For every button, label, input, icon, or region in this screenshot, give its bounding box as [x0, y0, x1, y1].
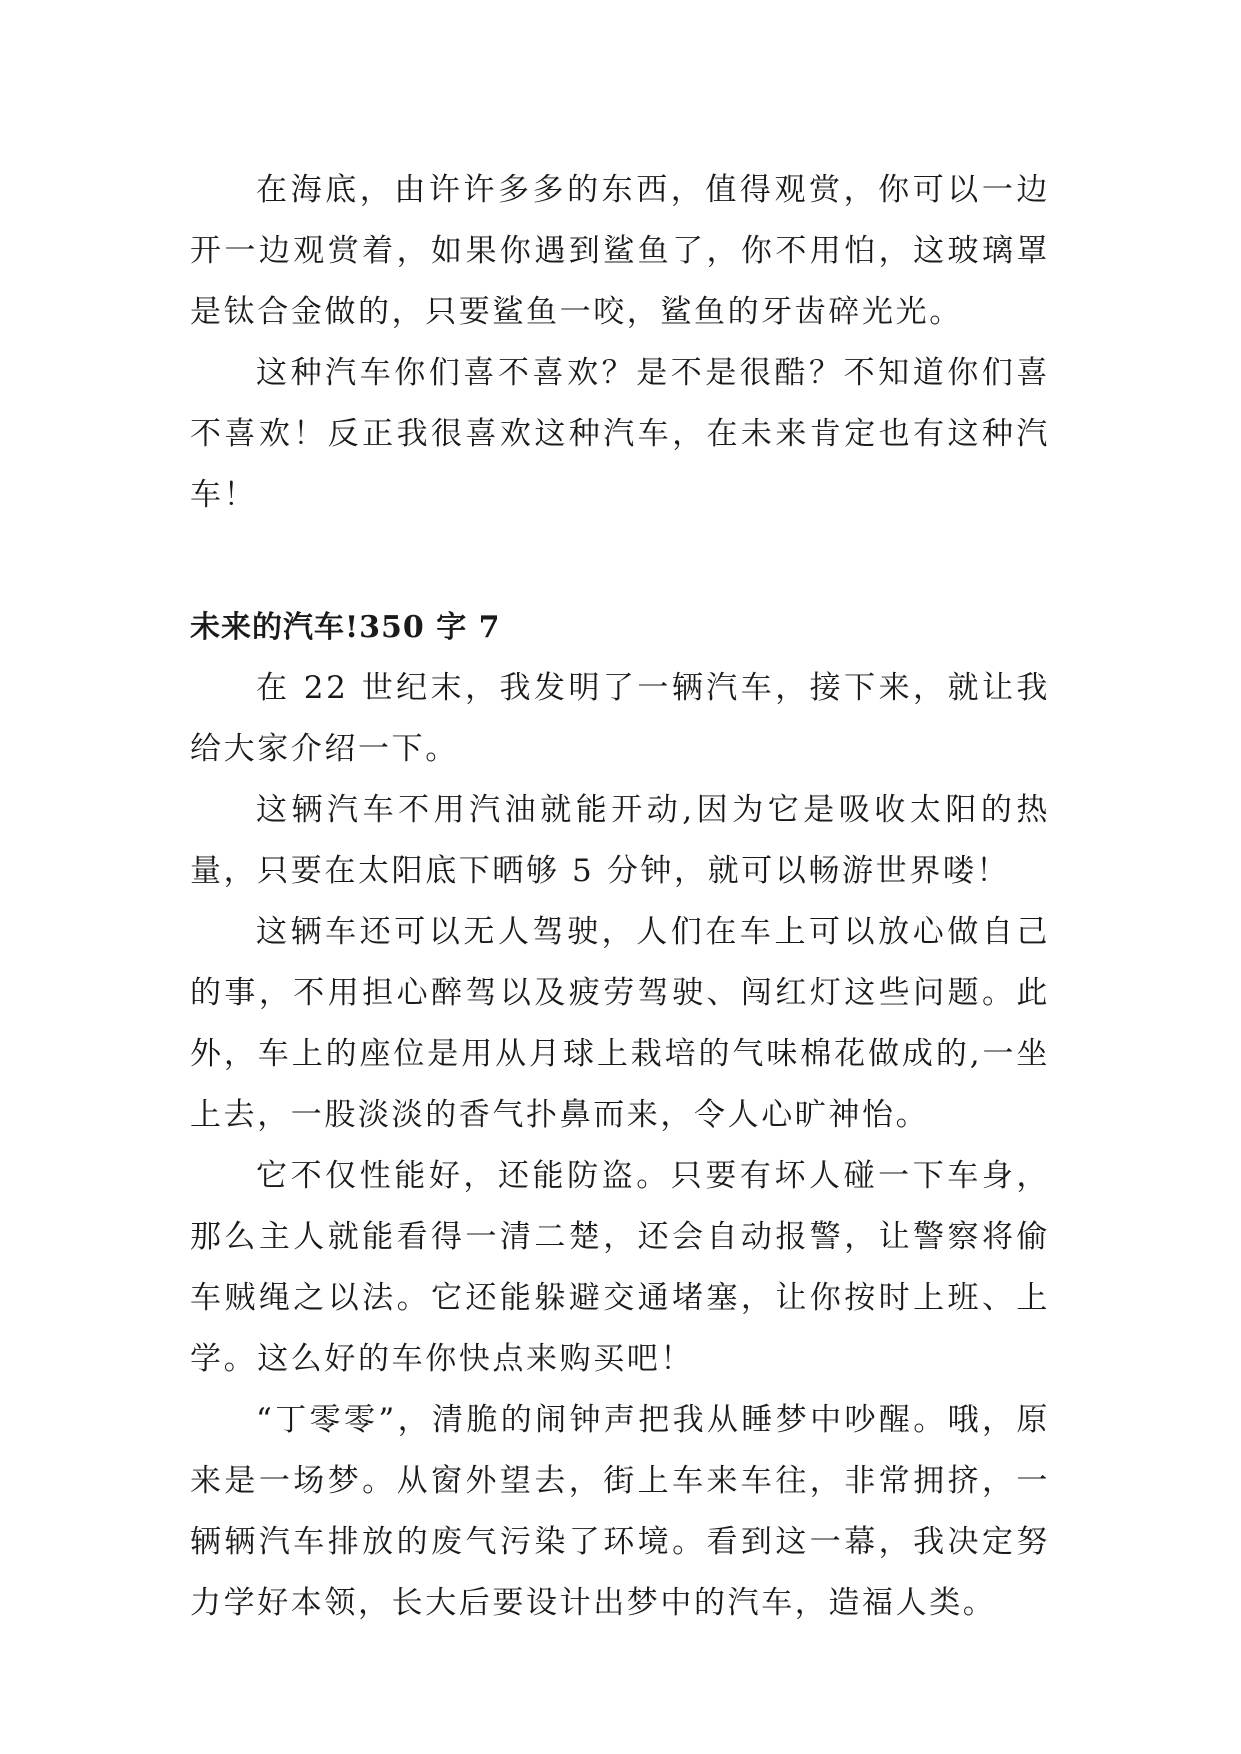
- essay-body: [190, 658, 1050, 1634]
- paragraph: “丁零零”，清脆的闹钟声把我从睡梦中吵醒。哦，原来是一场梦。从窗外望去，街上车来车往，非常拥挤，一辆辆汽车排放的废气污染了环境。看到这一幕，我决定努力学好本领，长大后要设计出梦中的汽车，造福人类。: [190, 1402, 1050, 1621]
- paragraph: 这种汽车你们喜不喜欢？是不是很酷？不知道你们喜不喜欢！反正我很喜欢这种汽车，在未来肯定也有这种汽车！: [190, 355, 1050, 513]
- paragraph: 在海底，由许许多多的东西，值得观赏，你可以一边开一边观赏着，如果你遇到鲨鱼了，你不用怕，这玻璃罩是钛合金做的，只要鲨鱼一咬，鲨鱼的牙齿碎光光。: [190, 172, 1050, 330]
- document-body: [190, 160, 1050, 1634]
- paragraph: 在 22 世纪末，我发明了一辆汽车，接下来，就让我给大家介绍一下。: [190, 670, 1050, 767]
- previous-essay-ending: [190, 160, 1050, 526]
- paragraph: 它不仅性能好，还能防盗。只要有坏人碰一下车身，那么主人就能看得一清二楚，还会自动报警，让警察将偷车贼绳之以法。它还能躲避交通堵塞，让你按时上班、上学。这么好的车你快点来购买吧！: [190, 1158, 1050, 1377]
- paragraph: 这辆汽车不用汽油就能开动,因为它是吸收太阳的热量，只要在太阳底下晒够 5 分钟，就可以畅游世界喽！: [190, 792, 1050, 889]
- essay-title: 未来的汽车!350 字 7: [190, 610, 501, 645]
- paragraph: 这辆车还可以无人驾驶，人们在车上可以放心做自己的事，不用担心醉驾以及疲劳驾驶、闯红灯这些问题。此外，车上的座位是用从月球上栽培的气味棉花做成的,一坐上去，一股淡淡的香气扑鼻而来，令人心旷神怡。: [190, 914, 1050, 1133]
